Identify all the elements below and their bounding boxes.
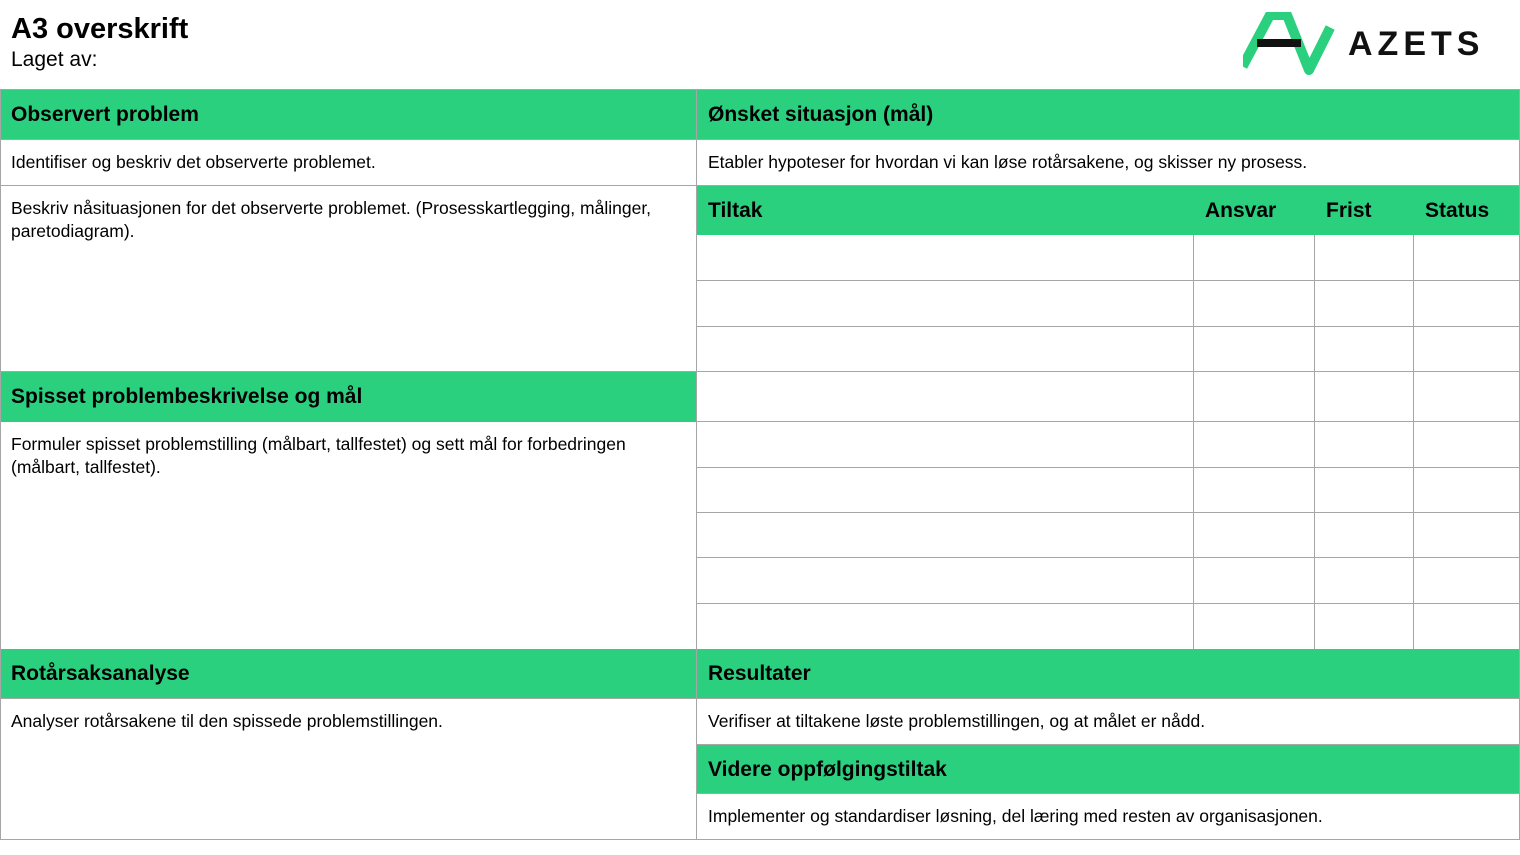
table-column-divider bbox=[1193, 235, 1194, 649]
table-row-divider bbox=[697, 512, 1520, 513]
grid-border-top bbox=[0, 89, 1520, 90]
table-row-divider bbox=[697, 467, 1520, 468]
root-cause-heading: Rotårsaksanalyse bbox=[0, 649, 697, 699]
table-row-divider bbox=[697, 557, 1520, 558]
column-header-tiltak: Tiltak bbox=[697, 186, 1194, 235]
target-state-heading: Ønsket situasjon (mål) bbox=[697, 90, 1520, 140]
logo-wordmark: AZETS bbox=[1348, 25, 1485, 63]
row-divider bbox=[0, 139, 1520, 140]
target-state-prompt[interactable]: Etabler hypoteser for hvordan vi kan løse rotårsakene, og skisser ny prosess. bbox=[708, 152, 1308, 172]
follow-up-prompt[interactable]: Implementer og standardiser løsning, del læring med resten av organisasjonen. bbox=[708, 806, 1323, 826]
table-row-divider bbox=[697, 421, 1520, 422]
table-row-divider bbox=[697, 603, 1520, 604]
table-column-divider bbox=[1314, 235, 1315, 649]
observed-problem-heading: Observert problem bbox=[0, 90, 697, 140]
table-row-divider bbox=[697, 280, 1520, 281]
results-heading: Resultater bbox=[697, 649, 1520, 699]
results-prompt[interactable]: Verifiser at tiltakene løste problemstillingen, og at målet er nådd. bbox=[708, 711, 1206, 731]
column-divider bbox=[696, 89, 697, 840]
current-state-prompt[interactable]: Beskriv nåsituasjonen for det observerte problemet. (Prosesskartlegging, målinger, paretodiagram). bbox=[11, 198, 652, 241]
page-title: A3 overskrift bbox=[11, 13, 189, 45]
author-label: Laget av: bbox=[11, 48, 98, 71]
follow-up-heading: Videre oppfølgingstiltak bbox=[697, 745, 1520, 794]
column-header-frist: Frist bbox=[1315, 186, 1414, 235]
table-column-divider bbox=[1413, 235, 1414, 649]
row-divider bbox=[0, 698, 1520, 699]
grid-border-left bbox=[0, 89, 1, 840]
problem-statement-prompt[interactable]: Formuler spisset problemstilling (målbart, tallfestet) og sett mål for forbedringen (målbart, tallfestet). bbox=[11, 434, 626, 477]
table-row-divider bbox=[697, 326, 1520, 327]
observed-problem-prompt[interactable]: Identifiser og beskriv det observerte problemet. bbox=[11, 152, 376, 172]
problem-statement-heading: Spisset problembeskrivelse og mål bbox=[0, 372, 697, 422]
grid-border-bottom bbox=[0, 839, 1520, 840]
row-divider bbox=[697, 793, 1520, 794]
row-divider bbox=[0, 185, 1520, 186]
column-header-ansvar: Ansvar bbox=[1194, 186, 1315, 235]
table-row-divider bbox=[0, 371, 1520, 372]
column-header-status: Status bbox=[1414, 186, 1520, 235]
row-divider bbox=[697, 744, 1520, 745]
root-cause-prompt[interactable]: Analyser rotårsakene til den spissede problemstillingen. bbox=[11, 711, 443, 731]
